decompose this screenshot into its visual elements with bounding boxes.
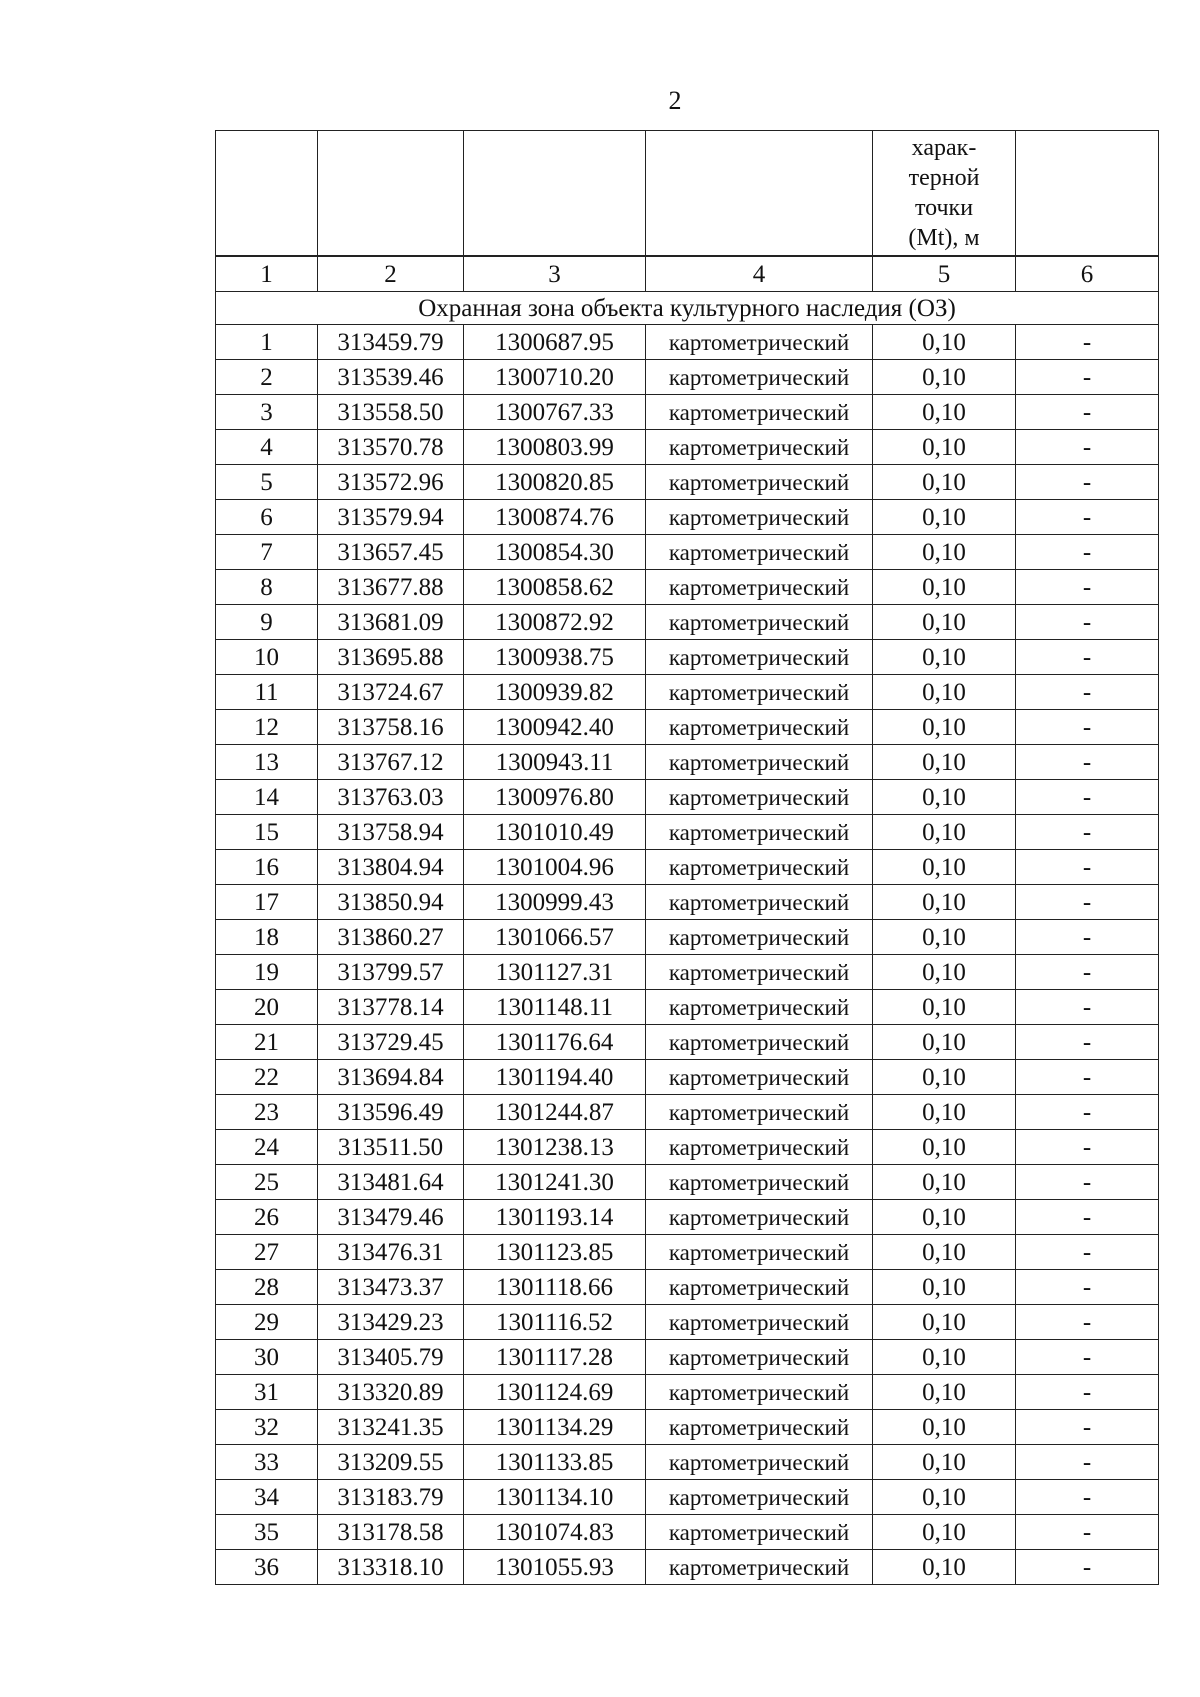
y-coordinate-cell: 1301117.28 [464,1340,646,1375]
y-coordinate-cell: 1300820.85 [464,465,646,500]
accuracy-cell: 0,10 [873,1270,1016,1305]
y-coordinate-cell: 1301118.66 [464,1270,646,1305]
y-coordinate-cell: 1300874.76 [464,500,646,535]
note-cell: - [1016,885,1159,920]
point-number-cell: 20 [216,990,318,1025]
y-coordinate-cell: 1300942.40 [464,710,646,745]
table-row [216,1200,1159,1235]
accuracy-cell: 0,10 [873,1550,1016,1585]
x-coordinate-cell: 313481.64 [318,1165,464,1200]
x-coordinate-cell: 313778.14 [318,990,464,1025]
method-cell: картометрический [646,955,873,990]
table-row [216,1270,1159,1305]
method-cell: картометрический [646,640,873,675]
method-cell: картометрический [646,1060,873,1095]
accuracy-cell: 0,10 [873,535,1016,570]
x-coordinate-cell: 313473.37 [318,1270,464,1305]
column-number: 5 [873,256,1016,292]
note-cell: - [1016,1060,1159,1095]
x-coordinate-cell: 313572.96 [318,465,464,500]
table-row [216,780,1159,815]
y-coordinate-cell: 1301176.64 [464,1025,646,1060]
x-coordinate-cell: 313241.35 [318,1410,464,1445]
note-cell: - [1016,745,1159,780]
note-cell: - [1016,1515,1159,1550]
y-coordinate-cell: 1301124.69 [464,1375,646,1410]
x-coordinate-cell: 313558.50 [318,395,464,430]
method-cell: картометрический [646,1200,873,1235]
page-number: 2 [668,86,682,115]
point-number-cell: 22 [216,1060,318,1095]
note-cell: - [1016,1550,1159,1585]
table-row [216,395,1159,430]
table-row [216,360,1159,395]
method-cell: картометрический [646,430,873,465]
note-cell: - [1016,1270,1159,1305]
note-cell: - [1016,1375,1159,1410]
accuracy-cell: 0,10 [873,955,1016,990]
point-number-cell: 34 [216,1480,318,1515]
table-row [216,1410,1159,1445]
point-number-cell: 29 [216,1305,318,1340]
accuracy-cell: 0,10 [873,780,1016,815]
x-coordinate-cell: 313539.46 [318,360,464,395]
note-cell: - [1016,535,1159,570]
table-row [216,1445,1159,1480]
note-cell: - [1016,360,1159,395]
note-cell: - [1016,395,1159,430]
point-number-cell: 15 [216,815,318,850]
method-cell: картометрический [646,885,873,920]
header-line: точки [914,195,974,221]
x-coordinate-cell: 313511.50 [318,1130,464,1165]
column-number: 6 [1016,256,1159,292]
y-coordinate-cell: 1301238.13 [464,1130,646,1165]
y-coordinate-cell: 1300803.99 [464,430,646,465]
header-cell-3 [464,131,646,257]
x-coordinate-cell: 313695.88 [318,640,464,675]
accuracy-cell: 0,10 [873,1445,1016,1480]
table-row [216,920,1159,955]
table-row [216,535,1159,570]
method-cell: картометрический [646,1165,873,1200]
method-cell: картометрический [646,1340,873,1375]
y-coordinate-cell: 1301074.83 [464,1515,646,1550]
column-number: 4 [646,256,873,292]
x-coordinate-cell: 313178.58 [318,1515,464,1550]
table-row [216,1165,1159,1200]
method-cell: картометрический [646,395,873,430]
note-cell: - [1016,780,1159,815]
accuracy-cell: 0,10 [873,640,1016,675]
accuracy-cell: 0,10 [873,1060,1016,1095]
y-coordinate-cell: 1300943.11 [464,745,646,780]
accuracy-cell: 0,10 [873,1340,1016,1375]
x-coordinate-cell: 313681.09 [318,605,464,640]
method-cell: картометрический [646,570,873,605]
point-number-cell: 1 [216,325,318,360]
table-row [216,745,1159,780]
method-cell: картометрический [646,990,873,1025]
header-row [216,131,1159,257]
method-cell: картометрический [646,745,873,780]
x-coordinate-cell: 313429.23 [318,1305,464,1340]
x-coordinate-cell: 313318.10 [318,1550,464,1585]
x-coordinate-cell: 313767.12 [318,745,464,780]
method-cell: картометрический [646,780,873,815]
point-number-cell: 30 [216,1340,318,1375]
x-coordinate-cell: 313758.94 [318,815,464,850]
method-cell: картометрический [646,1235,873,1270]
accuracy-cell: 0,10 [873,325,1016,360]
method-cell: картометрический [646,605,873,640]
y-coordinate-cell: 1300710.20 [464,360,646,395]
x-coordinate-cell: 313677.88 [318,570,464,605]
accuracy-cell: 0,10 [873,1200,1016,1235]
x-coordinate-cell: 313579.94 [318,500,464,535]
method-cell: картометрический [646,1305,873,1340]
point-number-cell: 33 [216,1445,318,1480]
y-coordinate-cell: 1301004.96 [464,850,646,885]
x-coordinate-cell: 313694.84 [318,1060,464,1095]
method-cell: картометрический [646,675,873,710]
note-cell: - [1016,1200,1159,1235]
x-coordinate-cell: 313804.94 [318,850,464,885]
x-coordinate-cell: 313183.79 [318,1480,464,1515]
y-coordinate-cell: 1300939.82 [464,675,646,710]
x-coordinate-cell: 313657.45 [318,535,464,570]
method-cell: картометрический [646,1515,873,1550]
note-cell: - [1016,1235,1159,1270]
y-coordinate-cell: 1300687.95 [464,325,646,360]
header-cell-4 [646,131,873,257]
point-number-cell: 27 [216,1235,318,1270]
point-number-cell: 17 [216,885,318,920]
point-number-cell: 12 [216,710,318,745]
point-number-cell: 5 [216,465,318,500]
table-row [216,1025,1159,1060]
method-cell: картометрический [646,500,873,535]
accuracy-cell: 0,10 [873,500,1016,535]
table-row [216,885,1159,920]
note-cell: - [1016,640,1159,675]
table-row [216,1340,1159,1375]
accuracy-cell: 0,10 [873,675,1016,710]
table-row [216,1550,1159,1585]
zone-title: Охранная зона объекта культурного наследия (ОЗ) [216,292,1159,325]
point-number-cell: 8 [216,570,318,605]
x-coordinate-cell: 313758.16 [318,710,464,745]
point-number-cell: 18 [216,920,318,955]
header-line: харак- [911,135,977,161]
table-row [216,570,1159,605]
point-number-cell: 35 [216,1515,318,1550]
accuracy-cell: 0,10 [873,395,1016,430]
coordinates-table [215,130,1159,1585]
note-cell: - [1016,325,1159,360]
point-number-cell: 6 [216,500,318,535]
table-row [216,1130,1159,1165]
accuracy-cell: 0,10 [873,1130,1016,1165]
note-cell: - [1016,605,1159,640]
note-cell: - [1016,1410,1159,1445]
point-number-cell: 13 [216,745,318,780]
method-cell: картометрический [646,850,873,885]
note-cell: - [1016,1165,1159,1200]
accuracy-cell: 0,10 [873,1305,1016,1340]
table-row [216,1375,1159,1410]
accuracy-cell: 0,10 [873,360,1016,395]
accuracy-cell: 0,10 [873,850,1016,885]
point-number-cell: 10 [216,640,318,675]
table-row [216,1235,1159,1270]
note-cell: - [1016,1480,1159,1515]
table-row [216,990,1159,1025]
method-cell: картометрический [646,1270,873,1305]
note-cell: - [1016,990,1159,1025]
x-coordinate-cell: 313763.03 [318,780,464,815]
method-cell: картометрический [646,1480,873,1515]
y-coordinate-cell: 1301055.93 [464,1550,646,1585]
column-number: 1 [216,256,318,292]
y-coordinate-cell: 1301134.29 [464,1410,646,1445]
y-coordinate-cell: 1300938.75 [464,640,646,675]
y-coordinate-cell: 1300767.33 [464,395,646,430]
point-number-cell: 24 [216,1130,318,1165]
accuracy-cell: 0,10 [873,1480,1016,1515]
point-number-cell: 16 [216,850,318,885]
point-number-cell: 23 [216,1095,318,1130]
accuracy-cell: 0,10 [873,920,1016,955]
note-cell: - [1016,570,1159,605]
y-coordinate-cell: 1300976.80 [464,780,646,815]
accuracy-cell: 0,10 [873,1235,1016,1270]
point-number-cell: 19 [216,955,318,990]
header-cell-2 [318,131,464,257]
y-coordinate-cell: 1301148.11 [464,990,646,1025]
accuracy-cell: 0,10 [873,430,1016,465]
note-cell: - [1016,1130,1159,1165]
note-cell: - [1016,430,1159,465]
table-row [216,1515,1159,1550]
y-coordinate-cell: 1301194.40 [464,1060,646,1095]
table-row [216,955,1159,990]
y-coordinate-cell: 1301116.52 [464,1305,646,1340]
y-coordinate-cell: 1301134.10 [464,1480,646,1515]
zone-title-row [216,292,1159,325]
point-number-cell: 28 [216,1270,318,1305]
note-cell: - [1016,920,1159,955]
accuracy-cell: 0,10 [873,710,1016,745]
table-row [216,1305,1159,1340]
table-row [216,675,1159,710]
note-cell: - [1016,815,1159,850]
y-coordinate-cell: 1301241.30 [464,1165,646,1200]
y-coordinate-cell: 1300854.30 [464,535,646,570]
y-coordinate-cell: 1301123.85 [464,1235,646,1270]
x-coordinate-cell: 313459.79 [318,325,464,360]
x-coordinate-cell: 313850.94 [318,885,464,920]
table-row [216,430,1159,465]
x-coordinate-cell: 313320.89 [318,1375,464,1410]
y-coordinate-cell: 1301010.49 [464,815,646,850]
header-cell-1 [216,131,318,257]
y-coordinate-cell: 1300858.62 [464,570,646,605]
header-cell-6 [1016,131,1159,257]
table-row [216,1060,1159,1095]
method-cell: картометрический [646,1095,873,1130]
header-cell-5 [873,131,1016,257]
point-number-cell: 9 [216,605,318,640]
point-number-cell: 3 [216,395,318,430]
method-cell: картометрический [646,710,873,745]
note-cell: - [1016,1025,1159,1060]
point-number-cell: 11 [216,675,318,710]
method-cell: картометрический [646,1410,873,1445]
accuracy-cell: 0,10 [873,1515,1016,1550]
column-number: 3 [464,256,646,292]
column-number: 2 [318,256,464,292]
x-coordinate-cell: 313479.46 [318,1200,464,1235]
table-row [216,1095,1159,1130]
accuracy-cell: 0,10 [873,1410,1016,1445]
note-cell: - [1016,955,1159,990]
accuracy-cell: 0,10 [873,1375,1016,1410]
x-coordinate-cell: 313860.27 [318,920,464,955]
y-coordinate-cell: 1300999.43 [464,885,646,920]
point-number-cell: 21 [216,1025,318,1060]
accuracy-cell: 0,10 [873,815,1016,850]
header-line: (Mt), м [908,225,980,251]
accuracy-cell: 0,10 [873,745,1016,780]
table-row [216,1480,1159,1515]
method-cell: картометрический [646,1445,873,1480]
method-cell: картометрический [646,360,873,395]
note-cell: - [1016,1305,1159,1340]
header-line: терной [908,165,980,191]
table-row [216,815,1159,850]
method-cell: картометрический [646,1375,873,1410]
note-cell: - [1016,675,1159,710]
point-number-cell: 4 [216,430,318,465]
accuracy-cell: 0,10 [873,1025,1016,1060]
x-coordinate-cell: 313405.79 [318,1340,464,1375]
accuracy-cell: 0,10 [873,605,1016,640]
method-cell: картометрический [646,815,873,850]
table-row [216,640,1159,675]
table-row [216,465,1159,500]
accuracy-cell: 0,10 [873,1165,1016,1200]
y-coordinate-cell: 1301133.85 [464,1445,646,1480]
x-coordinate-cell: 313724.67 [318,675,464,710]
y-coordinate-cell: 1301193.14 [464,1200,646,1235]
y-coordinate-cell: 1301244.87 [464,1095,646,1130]
column-number-row [216,256,1159,292]
point-number-cell: 7 [216,535,318,570]
table-row [216,325,1159,360]
y-coordinate-cell: 1301066.57 [464,920,646,955]
accuracy-cell: 0,10 [873,570,1016,605]
accuracy-cell: 0,10 [873,1095,1016,1130]
y-coordinate-cell: 1300872.92 [464,605,646,640]
x-coordinate-cell: 313570.78 [318,430,464,465]
note-cell: - [1016,500,1159,535]
point-number-cell: 32 [216,1410,318,1445]
table-row [216,710,1159,745]
method-cell: картометрический [646,325,873,360]
note-cell: - [1016,850,1159,885]
x-coordinate-cell: 313476.31 [318,1235,464,1270]
y-coordinate-cell: 1301127.31 [464,955,646,990]
point-number-cell: 26 [216,1200,318,1235]
accuracy-cell: 0,10 [873,990,1016,1025]
method-cell: картометрический [646,1550,873,1585]
method-cell: картометрический [646,920,873,955]
table-row [216,850,1159,885]
point-number-cell: 25 [216,1165,318,1200]
note-cell: - [1016,465,1159,500]
method-cell: картометрический [646,465,873,500]
method-cell: картометрический [646,1130,873,1165]
note-cell: - [1016,710,1159,745]
method-cell: картометрический [646,1025,873,1060]
point-number-cell: 14 [216,780,318,815]
x-coordinate-cell: 313596.49 [318,1095,464,1130]
accuracy-cell: 0,10 [873,465,1016,500]
x-coordinate-cell: 313729.45 [318,1025,464,1060]
table-row [216,605,1159,640]
point-number-cell: 2 [216,360,318,395]
point-number-cell: 36 [216,1550,318,1585]
x-coordinate-cell: 313209.55 [318,1445,464,1480]
note-cell: - [1016,1340,1159,1375]
method-cell: картометрический [646,535,873,570]
table-row [216,500,1159,535]
x-coordinate-cell: 313799.57 [318,955,464,990]
point-number-cell: 31 [216,1375,318,1410]
note-cell: - [1016,1445,1159,1480]
accuracy-cell: 0,10 [873,885,1016,920]
note-cell: - [1016,1095,1159,1130]
